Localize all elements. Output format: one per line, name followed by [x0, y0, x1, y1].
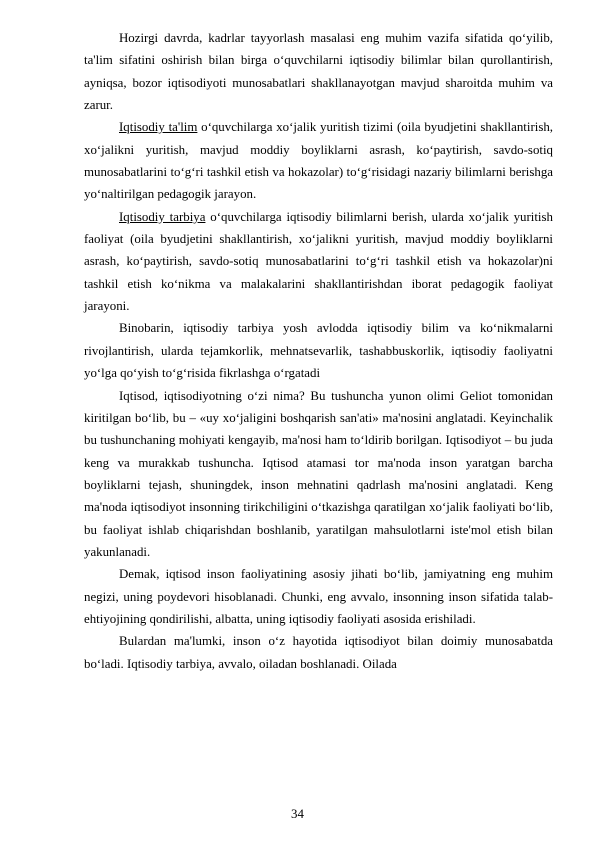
- paragraph-text: o‘quvchilarga xo‘jalik yuritish tizimi (oila byudjetini shakllantirish, xo‘jalikni yuritish, mavjud moddiy boyliklarni asrash, ko‘paytirish, savdo-sotiq munosabatlarini to‘g‘ri tashkil etish va hokazolar) to‘g‘risidagi nazariy bilimlarni berishga yo‘naltirilgan pedagogik jarayon.: [84, 120, 554, 202]
- paragraph-6: [84, 563, 553, 630]
- paragraph-text: Demak, iqtisod inson faoliyatining asosiy jihati bo‘lib, jamiyatning eng muhim negizi, uning poydevori hisoblanadi. Chunki, eng avvalo, insonning inson sifatida talab-ehtiyojining qondirilishi, albatta, uning iqtisodiy faoliyati asosida erishiladi.: [84, 567, 553, 626]
- paragraph-2: [84, 116, 553, 205]
- paragraph-text: Binobarin, iqtisodiy tarbiya yosh avlodda iqtisodiy bilim va ko‘nikmalarni rivojlantirish, ularda tejamkorlik, mehnatsevarlik, tashabbuskorlik, iqtisodiy faoliyatni yo‘lga qo‘yish to‘g‘risida fikrlashga o‘rgatadi: [84, 321, 553, 381]
- paragraph-1: [84, 27, 553, 116]
- paragraph-3: [84, 206, 553, 318]
- paragraph-5: [84, 385, 553, 564]
- body-text: [84, 27, 553, 675]
- defined-term-iqtisodiy-tarbiya: Iqtisodiy tarbiya: [119, 209, 206, 224]
- paragraph-text: Iqtisod, iqtisodiyotning o‘zi nima? Bu tushuncha yunon olimi Geliot tomonidan kiritilgan bo‘lib, bu – «uy xo‘jaligini boshqarish san'ati» ma'nosini anglatadi. Keyinchalik bu tushunchaning mohiyati kengayib, ma'nosi ham to‘ldirib borilgan. Iqtisodiyot – bu juda keng va murakkab tushuncha. Iqtisod atamasi tor ma'noda inson yaratgan barcha boyliklarni tejash, shuningdek, inson mehnatini qadrlash ma'nosini anglatadi. Keng ma'noda iqtisodiyot insonning tirikchiligini o‘tkazishga qaratilgan xo‘jalik faoliyati bo‘lib, bu faoliyat ishlab chiqarishdan boshlanib, yaratilgan mahsulotlarni iste'mol etish bilan yakunlanadi.: [84, 388, 553, 559]
- page-number: 34: [291, 807, 304, 821]
- paragraph-7: [84, 630, 553, 675]
- paragraph-text: Hozirgi davrda, kadrlar tayyorlash masalasi eng muhim vazifa sifatida qo‘yilib, ta'lim sifatini oshirish bilan birga o‘quvchilarni iqtisodiy bilimlar bilan qurollantirish, ayniqsa, bozor iqtisodiyoti munosabatlari shakllanayotgan mavjud sharoitda muhim va zarur.: [84, 31, 553, 113]
- paragraph-text: o‘quvchilarga iqtisodiy bilimlarni berish, ularda xo‘jalik yuritish faoliyat (oila byudjetini shakllantirish, xo‘jalikni yuritish, mavjud moddiy boyliklarni asrash, ko‘paytirish, savdo-sotiq munosabatlarini to‘g‘ri tashkil etish va hokazolar)ni tashkil etish ko‘nikma va malakalarini shakllantirishdan iborat pedagogik faoliyat jarayoni.: [84, 209, 553, 314]
- defined-term-iqtisodiy-talim: Iqtisodiy ta'lim: [119, 120, 198, 135]
- paragraph-text: Bulardan ma'lumki, inson o‘z hayotida iqtisodiyot bilan doimiy munosabatda bo‘ladi. Iqtisodiy tarbiya, avvalo, oiladan boshlanadi. Oilada: [84, 634, 553, 671]
- paragraph-4: [84, 317, 553, 384]
